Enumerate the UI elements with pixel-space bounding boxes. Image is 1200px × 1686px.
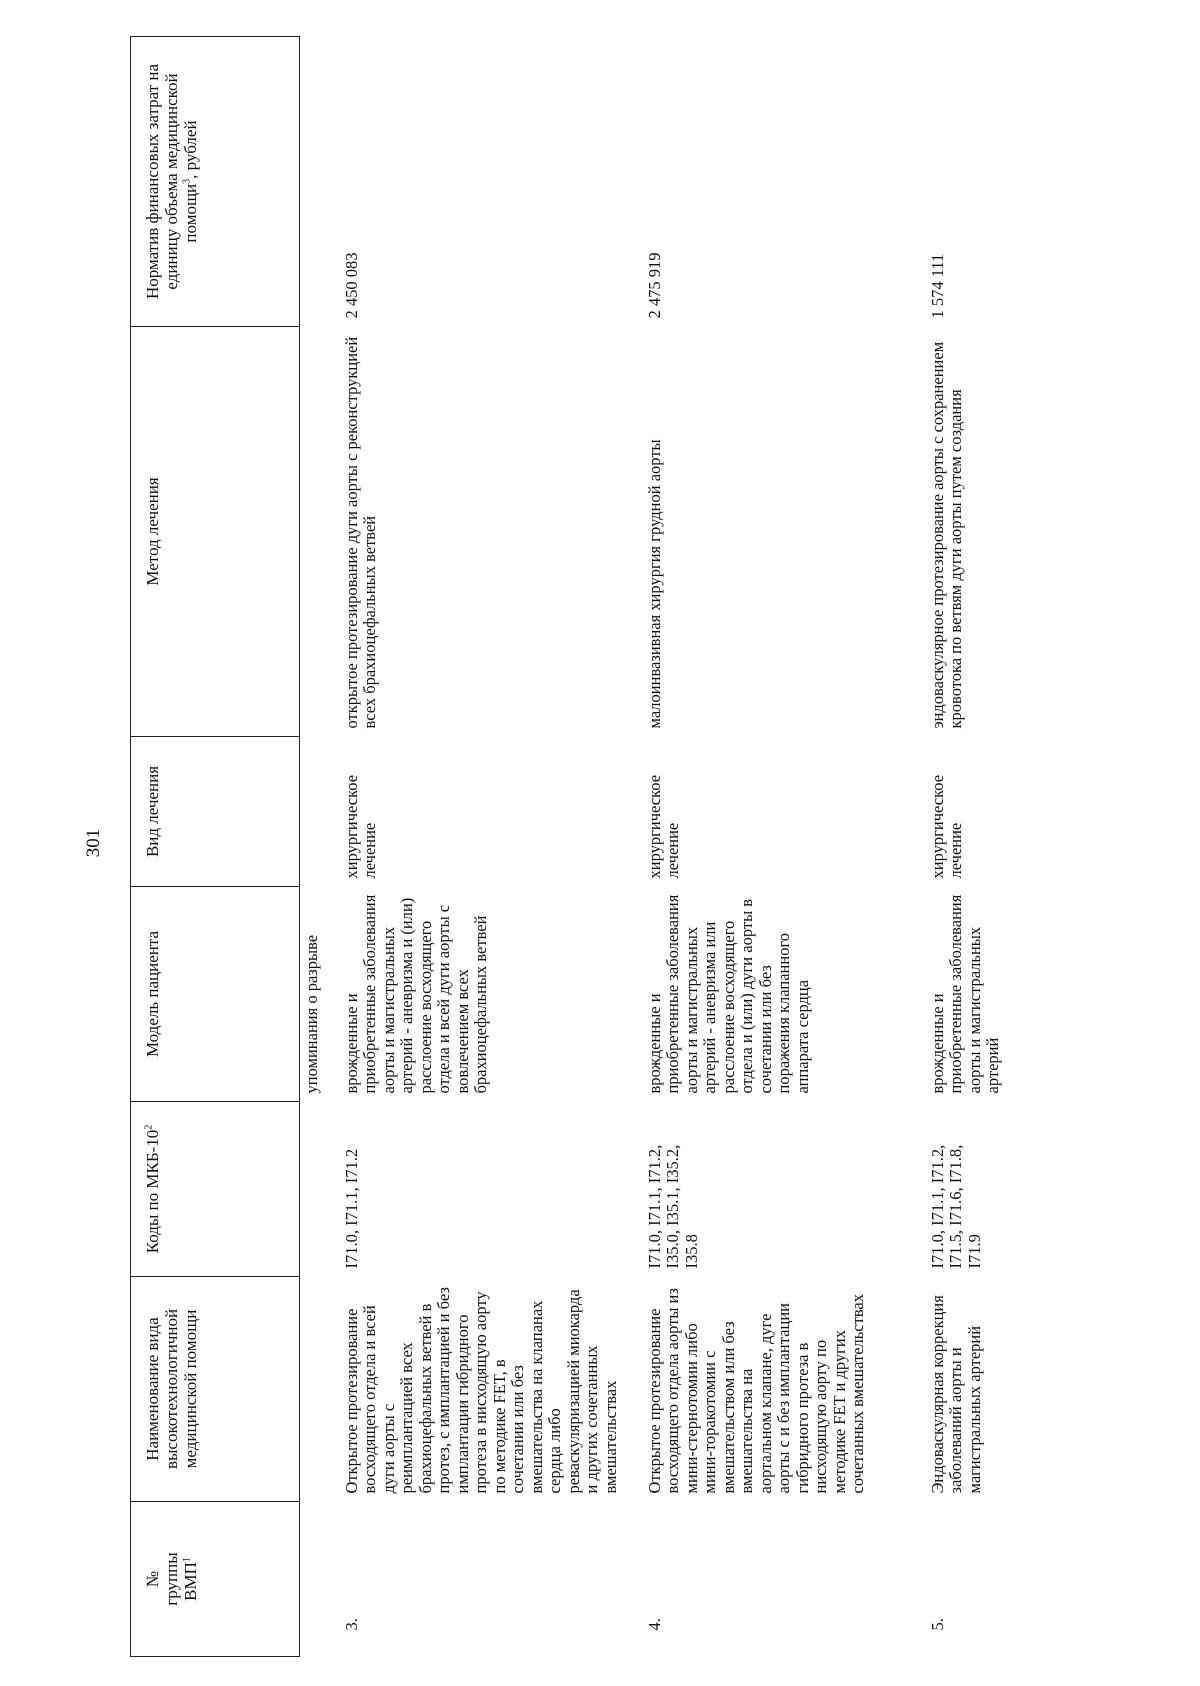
row-type: хирургическое лечение <box>928 774 966 879</box>
row-cost: 1 574 111 <box>928 253 947 319</box>
header-model: Модель пациента <box>131 887 300 1102</box>
header-method: Метод лечения <box>131 327 300 737</box>
rotated-table-sheet <box>130 37 1160 1657</box>
row-method: малоинвазивная хирургия грудной аорты <box>645 439 664 729</box>
table-row <box>642 37 925 1657</box>
header-name: Наименование вида высокотехнологичной медицинской помощи <box>131 1277 300 1502</box>
row-method: эндоваскулярное протезирование аорты с сохранением кровотока по ветвям дуги аорты путем создания <box>928 341 966 729</box>
table-row <box>925 37 1133 1657</box>
header-row <box>131 37 300 1657</box>
row-number: 5. <box>928 1618 947 1631</box>
row-cost: 2 475 919 <box>645 252 664 319</box>
header-group-number: № группы ВМП$^1$ <box>131 1502 300 1657</box>
row-number: 4. <box>645 1618 664 1631</box>
continuation-text: упоминания о разрыве <box>302 934 321 1094</box>
row-name: Эндоваскулярная коррекция заболеваний аорты и магистральных артерий <box>928 1295 984 1494</box>
row-type: хирургическое лечение <box>342 774 380 879</box>
continuation-row <box>300 37 338 1657</box>
row-codes: I71.0, I71.1, I71.2 <box>342 1148 361 1269</box>
row-model: врожденные и приобретенные заболевания аорты и магистральных артерий - аневризма и (или) расслоение восходящего отдела и всей дуги аорты с вовлечением всех брахиоцефальных ветвей <box>342 894 491 1094</box>
header-cost: Норматив финансовых затрат на единицу объема медицинской помощи$^3$, рублей <box>131 37 300 327</box>
row-name: Открытое протезирование восходящего отдела и всей дуги аорты с реимплантацией всех брахиоцефальных ветвей в протез, с имплантацией и без имплантации гибридного протеза в нисходящую аорту по методике FET, в сочетании или без вмешательства на клапанах сердца либо реваскуляризацией миокарда и других сочетанных вмешательствах <box>342 1287 620 1494</box>
row-codes: I71.0, I71.1, I71.2, I71.5, I71.6, I71.8, I71.9 <box>928 1144 984 1269</box>
row-type: хирургическое лечение <box>645 774 683 879</box>
page-number: 301 <box>83 828 104 858</box>
header-type: Вид лечения <box>131 737 300 887</box>
vmp-table <box>130 36 1133 1657</box>
header-codes: Коды по МКБ-$10^2$ <box>131 1102 300 1277</box>
row-number: 3. <box>342 1618 361 1631</box>
row-name: Открытое протезирование восходящего отдела аорты из мини-стернотомии либо мини-торакотомии с вмешательством или без вмешательства на аортальном клапане, дуге аорты с и без имплантации гибридного протеза в нисходящую аорту по методике FET и других сочетанных вмешательствах <box>645 1288 868 1494</box>
table-row <box>337 37 642 1657</box>
row-model: врожденные и приобретенные заболевания аорты и магистральных артерий <box>928 894 1003 1094</box>
row-cost: 2 450 083 <box>342 252 361 319</box>
row-codes: I71.0, I71.1, I71.2, I35.0, I35.1, I35.2, I35.8 <box>645 1144 701 1269</box>
row-model: врожденные и приобретенные заболевания аорты и магистральных артерий - аневризма или расслоение восходящего отдела и (или) дуги аорты в сочетании или без поражения клапанного аппарата сердца <box>645 894 812 1094</box>
row-method: открытое протезирование дуги аорты с реконструкцией всех брахиоцефальных ветвей <box>342 336 380 729</box>
